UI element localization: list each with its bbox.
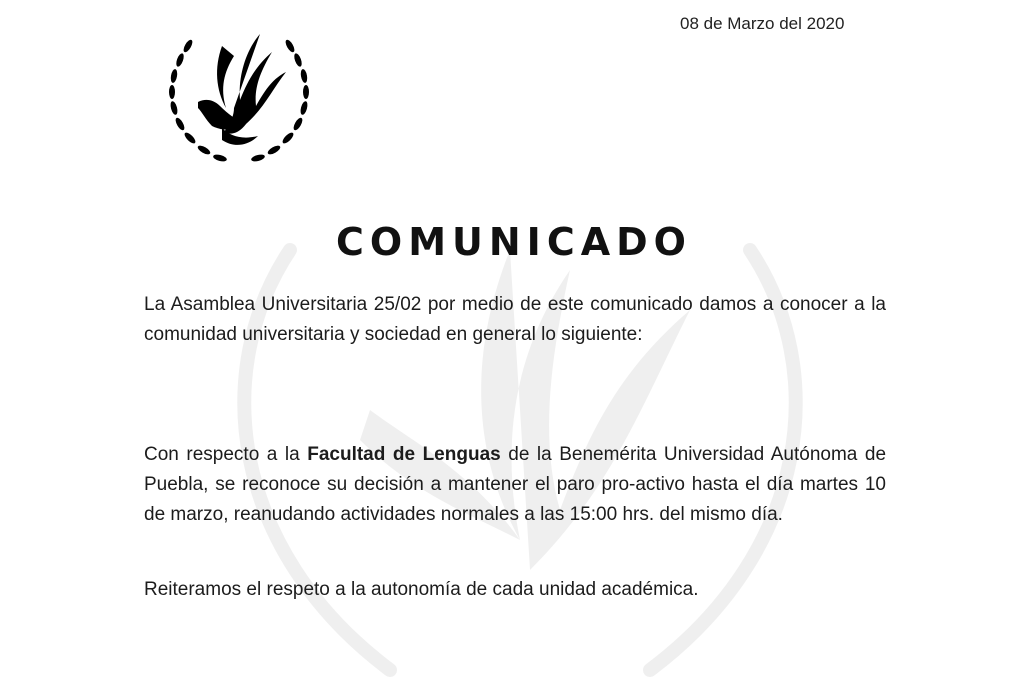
paragraph-facultad [144,440,886,530]
paragraph-closing: Reiteramos el respeto a la autonomía de cada unidad académica. [144,579,699,600]
document-date: 08 de Marzo del 2020 [680,14,845,33]
paragraph-facultad-suffix: de la Benemérita Universidad Autónoma de Puebla, se reconoce su decisión a mantener el paro pro-activo hasta el día martes 10 de marzo, reanudando actividades normales a las 15:00 hrs. del mismo día. [144,444,887,525]
paragraph-facultad-prefix: Con respecto a la [144,444,308,465]
paragraph-intro: La Asamblea Universitaria 25/02 por medio de este comunicado damos a conocer a la comunidad universitaria y sociedad en general lo siguiente: [144,294,886,345]
document-title: COMUNICADO [336,220,692,264]
dove-laurel-icon [160,28,318,168]
facultad-name: Facultad de Lenguas [307,444,501,465]
